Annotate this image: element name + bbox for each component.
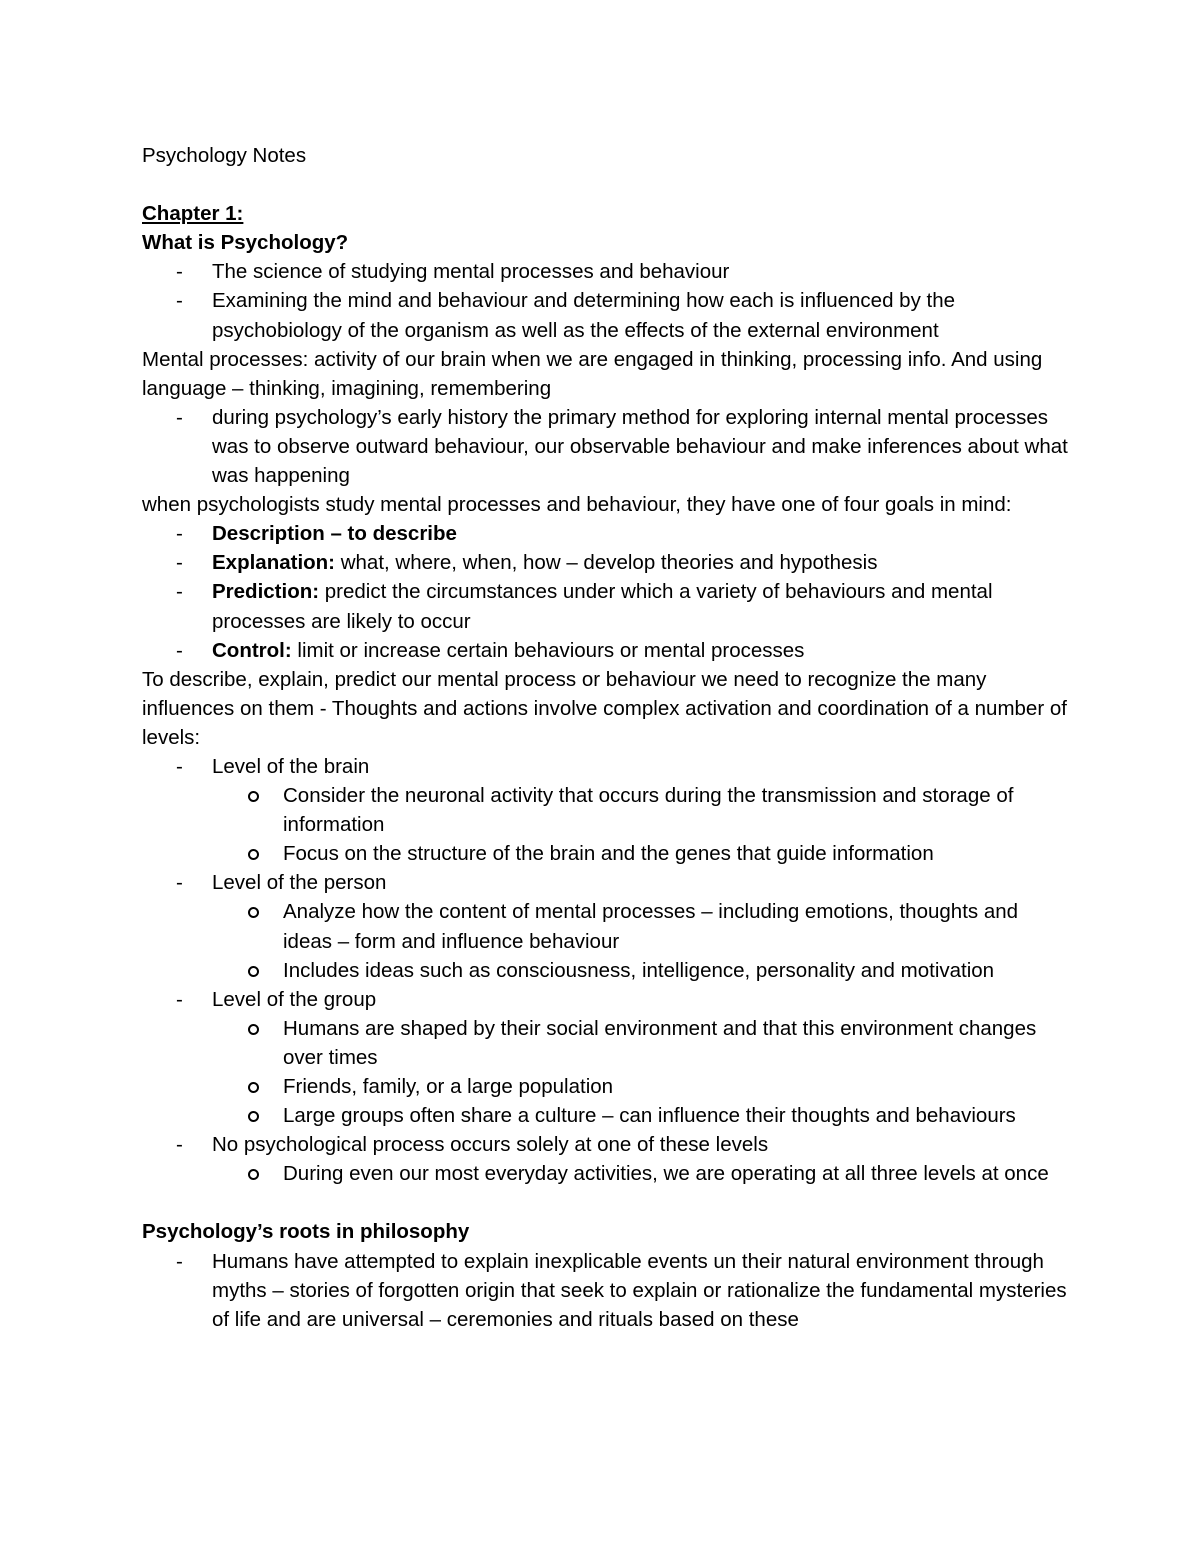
sub-list-item: Focus on the structure of the brain and the genes that guide information [142,839,1072,868]
level-item-all-levels: - No psychological process occurs solely at one of these levels [142,1130,1072,1159]
blank-line [142,170,1072,199]
sub-list-item: Large groups often share a culture – can influence their thoughts and behaviours [142,1101,1072,1130]
mental-processes-paragraph: Mental processes: activity of our brain when we are engaged in thinking, processing info. And using language – thinking, imagining, remembering [142,347,1043,400]
sub-list-item: Includes ideas such as consciousness, intelligence, personality and motivation [142,956,1072,985]
goal-item-description [142,519,1072,548]
section-heading-what-is-psychology: What is Psychology? [142,231,349,255]
levels-intro-paragraph: To describe, explain, predict our mental process or behaviour we need to recognize the many influences on them - Thoughts and actions involve complex activation and coordination of a number of levels: [142,667,1067,749]
goal-text: limit or increase certain behaviours or mental processes [291,638,805,662]
chapter-label: Chapter 1: [142,202,244,226]
goal-text: predict the circumstances under which a variety of behaviours and mental processes are likely to occur [212,580,993,633]
list-item: - The science of studying mental processes and behaviour [142,257,1072,286]
sub-list-item: Analyze how the content of mental processes – including emotions, thoughts and ideas – form and influence behaviour [142,897,1072,955]
goal-item-prediction [142,577,1072,635]
goal-term: Description – to describe [212,522,457,546]
levels-list [142,752,1072,1188]
sub-list-item: During even our most everyday activities, we are operating at all three levels at once [142,1159,1072,1188]
level-item-group: - Level of the group [142,985,1072,1014]
list-item: - Humans have attempted to explain inexplicable events un their natural environment through myths – stories of forgotten origin that seek to explain or rationalize the fundamental mysteries of life and are universal – ceremonies and rituals based on these [142,1247,1072,1334]
sub-list-item: Humans are shaped by their social environment and that this environment changes over times [142,1014,1072,1072]
early-history-list [142,403,1072,490]
document-title: Psychology Notes [142,144,307,167]
what-is-list [142,257,1072,344]
blank-line [142,1188,1072,1217]
section-heading-roots: Psychology’s roots in philosophy [142,1220,470,1244]
goals-list [142,519,1072,664]
goal-text: what, where, when, how – develop theories and hypothesis [335,551,878,575]
list-item: - Examining the mind and behaviour and determining how each is influenced by the psychobiology of the organism as well as the effects of the external environment [142,286,1072,344]
sub-list-item: Consider the neuronal activity that occurs during the transmission and storage of information [142,781,1072,839]
roots-list [142,1247,1072,1334]
goal-term: Prediction: [212,580,320,604]
level-item-person: - Level of the person [142,868,1072,897]
goal-term: Control: [212,638,292,662]
goal-item-explanation [142,548,1072,577]
goals-intro-paragraph: when psychologists study mental processes and behaviour, they have one of four goals in mind: [142,493,1012,517]
goal-item-control [142,636,1072,665]
list-item: - during psychology’s early history the primary method for exploring internal mental processes was to observe outward behaviour, our observable behaviour and make inferences about what was happening [142,403,1072,490]
goal-term: Explanation: [212,551,336,575]
document-body [142,141,1072,1334]
sub-list-item: Friends, family, or a large population [142,1072,1072,1101]
level-item-brain: - Level of the brain [142,752,1072,781]
